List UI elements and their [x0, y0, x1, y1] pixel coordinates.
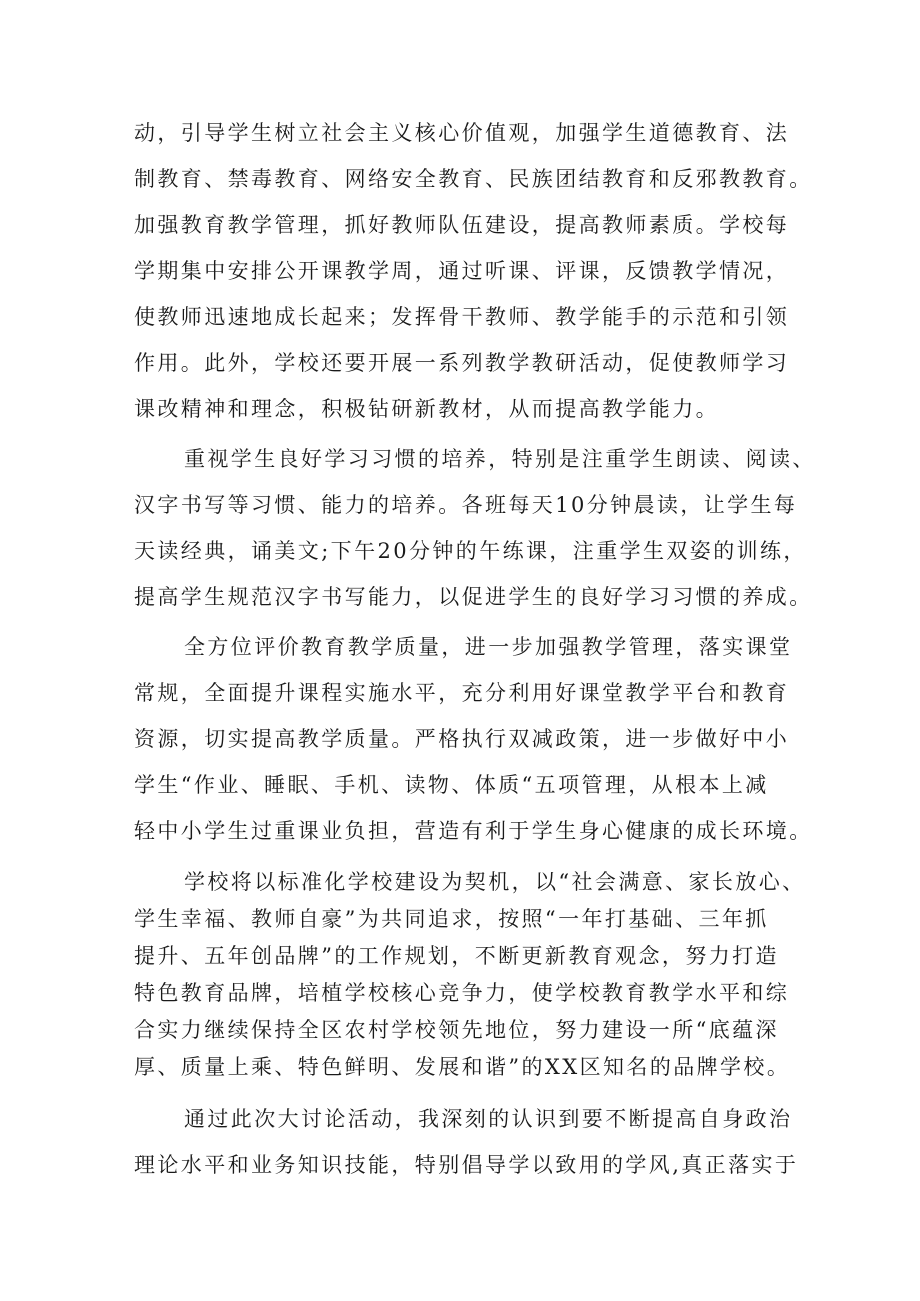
text-line: 学期集中安排公开课教学周，通过听课、评课，反馈教学情况， [134, 259, 790, 283]
text-line: 轻中小学生过重课业负担，营造有利于学生身心健康的成长环境。 [134, 819, 813, 843]
text-line: 动，引导学生树立社会主义核心价值观，加强学生道德教育、法 [134, 121, 790, 145]
text-line: 全方位评价教育教学质量，进一步加强教学管理，落实课堂 [184, 635, 793, 659]
text-line: 重视学生良好学习习惯的培养，特别是注重学生朗读、阅读、 [184, 447, 816, 471]
text-line: 学生“作业、睡眠、手机、读物、体质“五项管理，从根本上减 [134, 773, 769, 797]
paragraph-1 [134, 110, 813, 432]
text-line: 学生幸福、教师自豪”为共同追求，按照“一年打基础、三年抓 [134, 907, 769, 931]
text-line: 作用。此外，学校还要开展一系列教学教研活动，促使教师学习 [134, 351, 790, 375]
document-body [134, 110, 816, 1188]
text-line: 天读经典，诵美文;下午20分钟的午练课，注重学生双姿的训练， [134, 539, 807, 563]
text-line: 汉字书写等习惯、能力的培养。各班每天10分钟晨读，让学生每 [134, 493, 798, 517]
text-line: 理论水平和业务知识技能，特别倡导学以致用的学风,真正落实于 [134, 1153, 799, 1177]
text-line: 提升、五年创品牌”的工作规划，不断更新教育观念，努力打造 [134, 944, 779, 968]
text-line: 厚、质量上乘、特色鲜明、发展和谐”的XX区知名的品牌学校。 [134, 1055, 791, 1079]
text-line: 通过此次大讨论活动，我深刻的认识到要不断提高自身政治 [184, 1107, 793, 1131]
paragraph-3 [134, 624, 813, 854]
paragraph-5 [134, 1096, 804, 1188]
text-line: 加强教育教学管理，抓好教师队伍建设，提高教师素质。学校每 [134, 213, 790, 237]
text-line: 提高学生规范汉字书写能力，以促进学生的良好学习习惯的养成。 [134, 585, 813, 609]
text-line: 资源，切实提高教学质量。严格执行双减政策，进一步做好中小 [134, 727, 790, 751]
text-line: 课改精神和理念，积极钻研新教材，从而提高教学能力。 [134, 397, 719, 421]
text-line: 常规，全面提升课程实施水平，充分利用好课堂教学平台和教育 [134, 681, 790, 705]
text-line: 合实力继续保持全区农村学校领先地位，努力建设一所“底蕴深 [134, 1018, 779, 1042]
text-line: 学校将以标准化学校建设为契机，以“社会满意、家长放心、 [184, 870, 806, 894]
text-line: 使教师迅速地成长起来；发挥骨干教师、教学能手的示范和引领 [134, 305, 790, 329]
paragraph-2 [134, 436, 816, 620]
text-line: 特色教育品牌，培植学校核心竞争力，使学校教育教学水平和综 [134, 981, 790, 1005]
paragraph-4 [134, 864, 804, 1086]
text-line: 制教育、禁毒教育、网络安全教育、民族团结教育和反邪教教育。 [134, 167, 813, 191]
